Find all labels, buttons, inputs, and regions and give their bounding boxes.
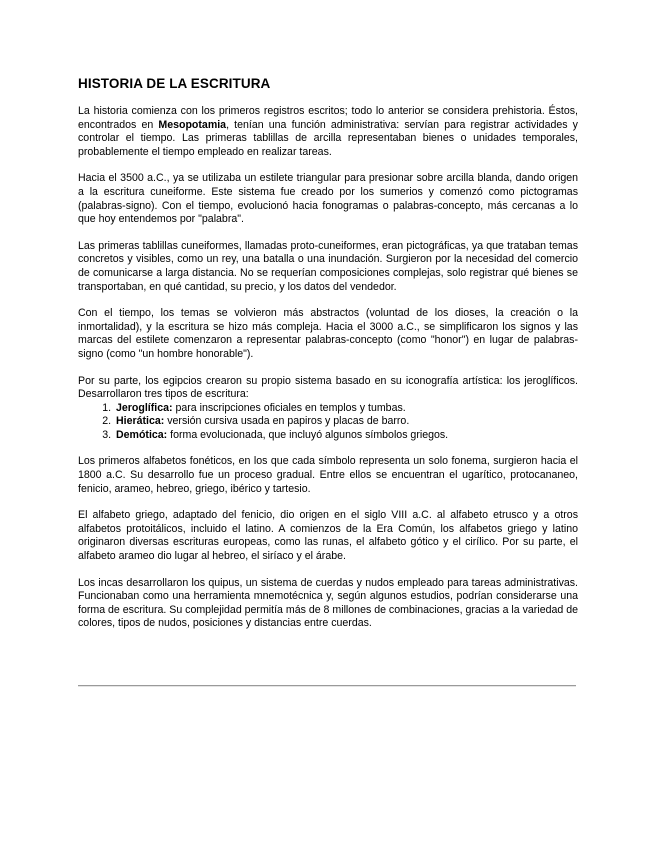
paragraph-text: , tenían una función administrativa: servían para registrar actividades y controlar el tiempo. Las primeras tablillas de arcilla representaban bienes o unidades temporales, probablemente el tiempo empleado en realizar tareas. bbox=[78, 118, 578, 158]
paragraph-quipus: Los incas desarrollaron los quipus, un sistema de cuerdas y nudos empleado para tareas administrativas. Funcionaban como una herramienta mnemotécnica y, según algunos estudios, podrían considerarse una forma de escritura. Su complejidad permitía más de 8 millones de combinaciones, gracias a la variedad de colores, tipos de nudos, posiciones y distancias entre cuerdas. bbox=[78, 576, 578, 630]
list-item bbox=[114, 402, 578, 416]
bold-term-mesopotamia: Mesopotamia bbox=[158, 118, 227, 131]
writing-types-list bbox=[78, 402, 578, 443]
list-desc: forma evolucionada, que incluyó algunos símbolos griegos. bbox=[167, 428, 449, 441]
paragraph-abstraction: Con el tiempo, los temas se volvieron más abstractos (voluntad de los dioses, la creación o la inmortalidad), y la escritura se hizo más compleja. Hacia el 3000 a.C., se simplificaron los signos y las marcas del estilete comenzaron a representar palabras-concepto (como "honor") en lugar de palabras-signo (como "un hombre honorable"). bbox=[78, 307, 578, 360]
list-item bbox=[114, 415, 578, 429]
paragraph-egyptians: Por su parte, los egipcios crearon su propio sistema basado en su iconografía artística: los jeroglíficos. Desarrollaron tres tipos de escritura: bbox=[78, 374, 578, 401]
paragraph-text: La historia comienza con los primeros registros escritos; todo lo anterior se considera prehistoria. Éstos, encontrados en bbox=[78, 105, 578, 131]
list-term: Jeroglífica: bbox=[116, 401, 173, 414]
document-body bbox=[78, 76, 578, 644]
paragraph-phonetic-alphabets: Los primeros alfabetos fonéticos, en los que cada símbolo representa un solo fonema, surgieron hacia el 1800 a.C. Su desarrollo fue un proceso gradual. Entre ellos se encuentran el ugarítico, protocananeo, fenicio, arameo, hebreo, griego, ibérico y tartesio. bbox=[78, 455, 578, 495]
list-term: Hierática: bbox=[116, 415, 165, 428]
list-term: Demótica: bbox=[116, 428, 168, 441]
list-item bbox=[114, 429, 578, 443]
list-desc: versión cursiva usada en papiros y placas de barro. bbox=[164, 415, 410, 428]
paragraph-cuneiform: Hacia el 3500 a.C., ya se utilizaba un estilete triangular para presionar sobre arcilla blanda, dando origen a la escritura cuneiforme. Este sistema fue creado por los sumerios y comenzó como pictogramas (palabras-signo). Con el tiempo, evolucionó hacia fonogramas o palabras-concepto, más cercanas a lo que hoy entendemos por "palabra". bbox=[78, 172, 578, 226]
horizontal-divider bbox=[78, 685, 576, 687]
paragraph-proto-cuneiform: Las primeras tablillas cuneiformes, llamadas proto-cuneiformes, eran pictográficas, ya que trataban temas concretos y visibles, como un rey, una batalla o una inundación. Surgieron por la necesidad del comercio de comunicarse a larga distancia. No se requerían composiciones complejas, solo registrar qué bienes se transportaban, en qué cantidad, su precio, y los datos del vendedor. bbox=[78, 239, 578, 293]
list-desc: para inscripciones oficiales en templos y tumbas. bbox=[172, 401, 406, 414]
page-title: HISTORIA DE LA ESCRITURA bbox=[78, 76, 271, 91]
paragraph-mesopotamia bbox=[78, 105, 578, 159]
paragraph-greek-alphabet: El alfabeto griego, adaptado del fenicio, dio origen en el siglo VIII a.C. al alfabeto etrusco y a otros alfabetos protoitálicos, incluido el latino. A comienzos de la Era Común, los alfabetos griego y latino originaron diversas escrituras europeas, como las runas, el alfabeto gótico y el cirílico. Por su parte, el alfabeto arameo dio lugar al hebreo, el siríaco y el árabe. bbox=[78, 509, 578, 563]
